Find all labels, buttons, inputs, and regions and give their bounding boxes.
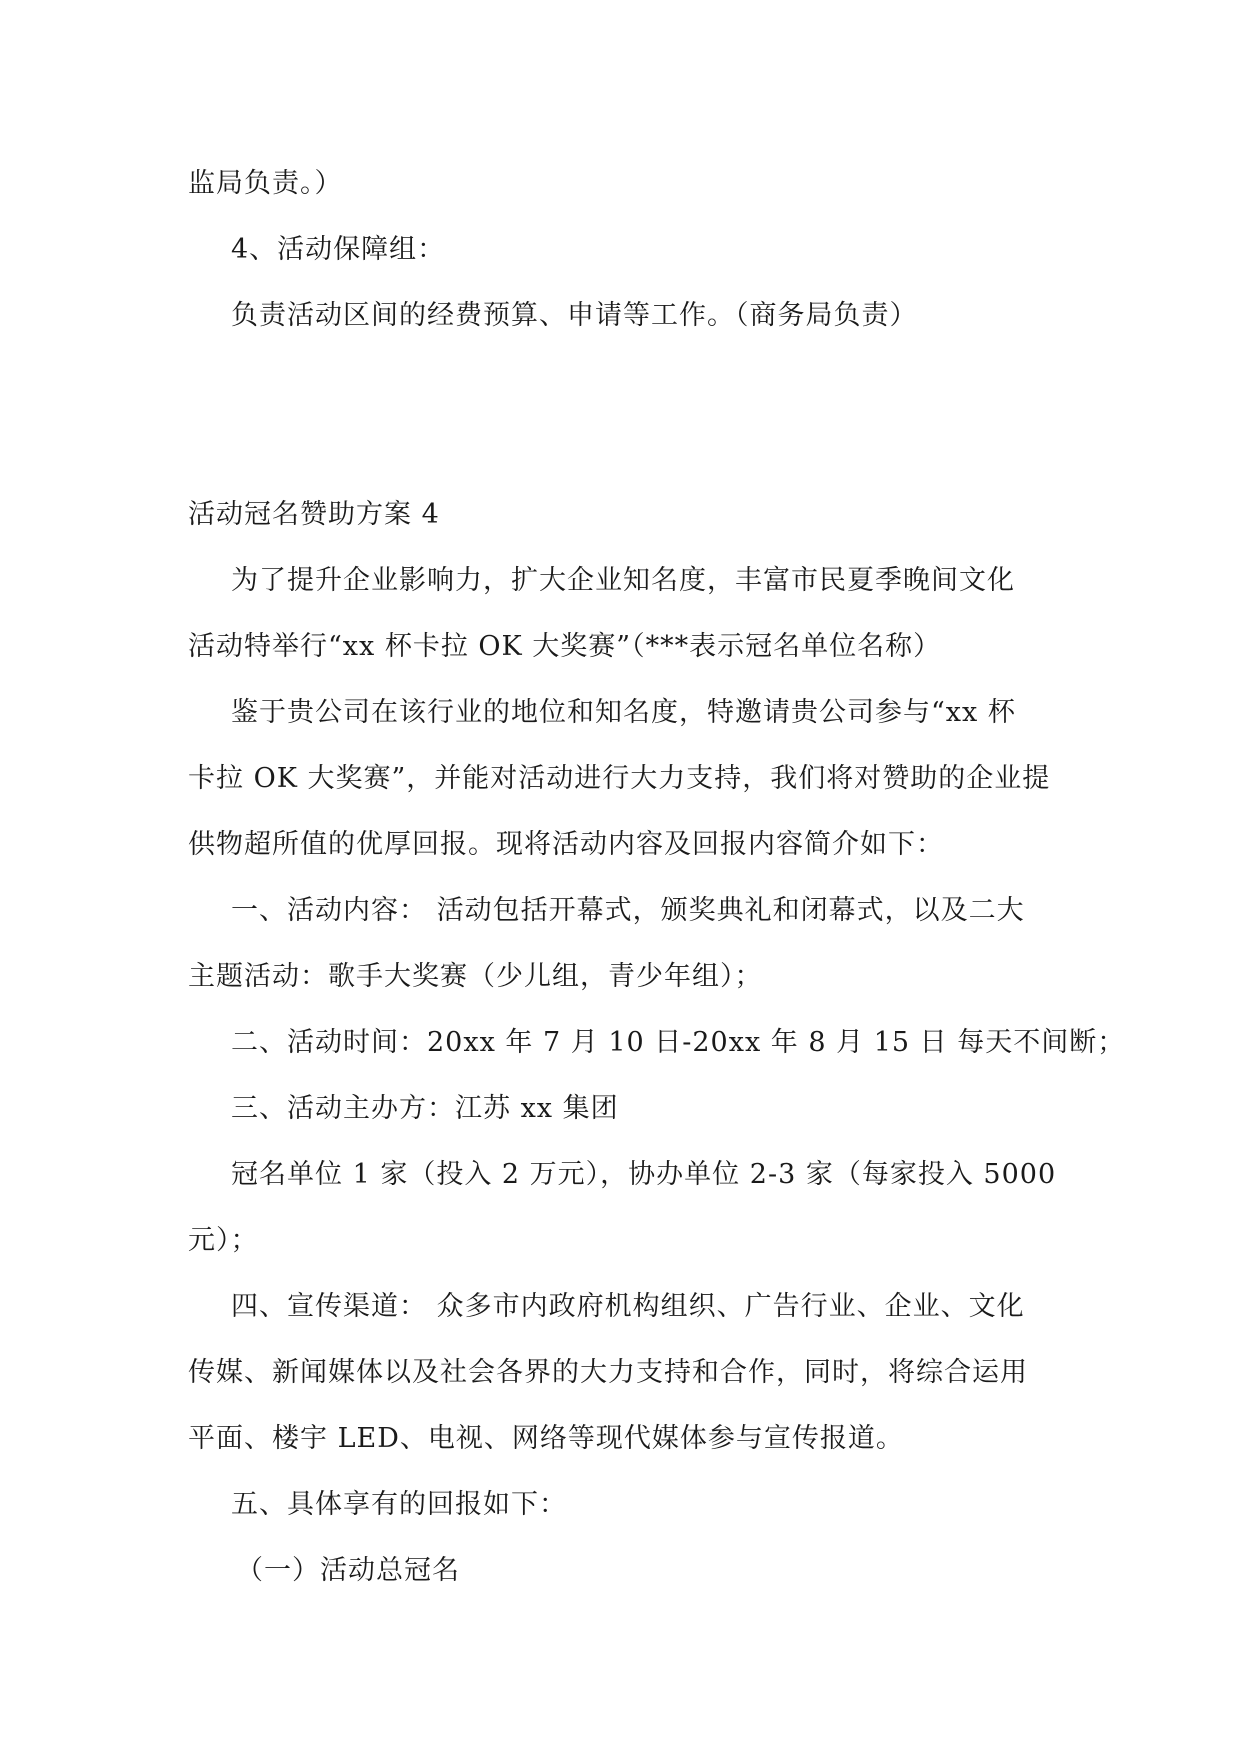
text-line-list-item: 一、活动内容： 活动包括开幕式，颁奖典礼和闭幕式，以及二大 — [231, 895, 1025, 926]
document-title: 活动冠名赞助方案 4 — [188, 499, 440, 530]
text-line-continuation: 监局负责。） — [188, 168, 343, 199]
text-line-list-item: 五、具体享有的回报如下： — [231, 1489, 567, 1520]
text-line-paragraph: 卡拉 OK 大奖赛”，并能对活动进行大力支持，我们将对赞助的企业提 — [188, 763, 1051, 794]
text-line-list-item: 三、活动主办方：江苏 xx 集团 — [231, 1093, 619, 1124]
text-line-paragraph: 元）； — [188, 1225, 259, 1256]
text-line-list-item: 四、宣传渠道： 众多市内政府机构组织、广告行业、企业、文化 — [231, 1291, 1025, 1322]
text-line-paragraph: 为了提升企业影响力，扩大企业知名度，丰富市民夏季晚间文化 — [231, 565, 1015, 596]
text-line-list-item: 平面、楼宇 LED、电视、网络等现代媒体参与宣传报道。 — [188, 1423, 904, 1454]
text-line-paragraph: 鉴于贵公司在该行业的地位和知名度，特邀请贵公司参与“xx 杯 — [231, 697, 1016, 728]
text-line-paragraph: 活动特举行“xx 杯卡拉 OK 大奖赛”（***表示冠名单位名称） — [188, 631, 942, 662]
text-line-list-item: 主题活动：歌手大奖赛（少儿组，青少年组）； — [188, 961, 763, 992]
text-line-paragraph: 供物超所值的优厚回报。现将活动内容及回报内容简介如下： — [188, 829, 944, 860]
text-line-list-item: 二、活动时间：20xx 年 7 月 10 日-20xx 年 8 月 15 日 每天不间断； — [231, 1027, 1126, 1058]
text-line-subheading: （一）活动总冠名 — [236, 1555, 460, 1586]
text-line-paragraph: 负责活动区间的经费预算、申请等工作。（商务局负责） — [231, 300, 918, 331]
text-line-list-item: 传媒、新闻媒体以及社会各界的大力支持和合作，同时，将综合运用 — [188, 1357, 1028, 1388]
text-line-section-heading: 4、活动保障组： — [231, 234, 446, 265]
text-line-paragraph: 冠名单位 1 家（投入 2 万元），协办单位 2-3 家（每家投入 5000 — [231, 1159, 1057, 1190]
